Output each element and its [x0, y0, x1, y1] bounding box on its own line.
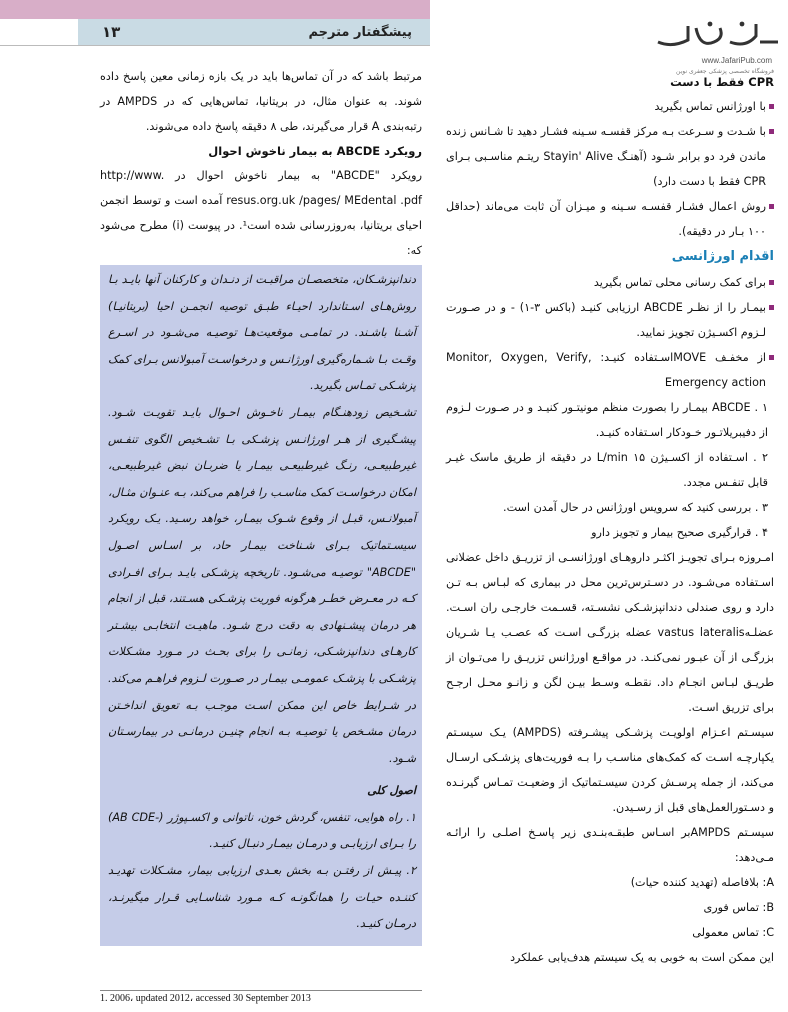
list-item: برای کمک رسانی محلی تماس بگیرید — [446, 270, 774, 295]
publisher-logo — [650, 18, 780, 76]
quote-paragraph: تشـخیص زودهنـگام بیمـار ناخـوش احـوال بایـد تقویـت شـود. پیشـگیری از هـر اورژانـس پزشـکی بـا تشـخیص الگوی تنفـس غیرطبیعـی، رنـگ غیرطبیعـی بیمـار یا ضربـان نبض غیرطبیعـی، امکان درخواسـت کمک مناسـب را فراهم می‌کند، بـه عنـوان مثـال، آمبولانـس، قبـل از وقوع شـوک بیمـار، خواهد رسـید. یـک رویکرد سیسـتماتیک بـرای شـناخت بیمـار حاد، بر اسـاس اصـول "ABCDE" توصیـه می‌شـود. تاریخچه پزشـکی بایـد بـرای افـرادی کـه در معـرض خطـر هرگونه فوریت پزشـکی هسـتند، قبل از انجام هر درمان پیشـنهادی به دقت درج شـود. ماهیـت انتخابـی بیشـتر کارهـای دندانپزشـکی، زمانـی را برای بحـث در مـورد مشـکلات پزشـکی با پزشـک عمومـی بیمـار در صـورت لـزوم فراهـم می‌کند. در شـرایط خاص این ممکن اسـت موجـب بـه تعویق انداخـتن درمان مشـخص یا توصیـه بـه انجام چنیـن درمانـی در بیمارسـتان شـود. — [108, 405, 416, 765]
level-item: C: تماس معمولی — [692, 926, 774, 939]
page-number: ۱۳ — [102, 23, 121, 41]
header-rule — [0, 45, 430, 46]
numbered-item: ۲ . اسـتفاده از اکسـیژن ۱۵ L/min در دقیقه از طریق ماسک غیـر قابل تنفـس مجدد. — [446, 451, 768, 489]
paragraph-ampds-levels: سیسـتم AMPDSبر اسـاس طبقـه‌بنـدی زیر پاسـخ اصلـی را ارائـه مـی‌دهد: — [446, 826, 775, 864]
logo-site: www.JafariPub.com — [701, 56, 772, 65]
footnote: 1. 2006، updated 2012، accessed 30 September 2013 — [100, 993, 311, 1004]
level-item: B: تماس فوری — [703, 901, 774, 914]
principles-heading: اصول کلی — [367, 784, 416, 798]
paragraph-injection: امـروزه بـرای تجویـز اکثـر داروهـای اورژانسـی از تزریـق داخل عضلانی اسـتفاده می‌شـود. در دسـترس‌ترین محل در بیماری که لبـاس بـه تـن دارد و روی صندلی دندانپزشـکی نشسـته، قسـمت خارجـی ران اسـت. عضلـهvastus lateralis عضله بزرگـی اسـت که عصـب یـا شـریان بزرگـی از آن عبـور نمی‌کنـد. در مواقـع اورژانس تزریـق را می‌تـوان از طریـق لبـاس انجـام داد. نقطـه وسـط بیـن لگن و زانـو محـل ارجـح برای تزریق اسـت. — [446, 551, 774, 714]
running-header — [78, 19, 430, 45]
principle-item: ۲. پیـش از رفتـن بـه بخش بعـدی ارزیابی بیمار، مشـکلات تهدیـد کننـده حیـات را همانگونـه کـه مـورد شناسـایی قـرار میگیرنـد، درمـان کنیـد. — [108, 864, 416, 931]
list-item: بیمـار را از نظـر ABCDE ارزیابی کنیـد (باکس ۳-۱) - و در صـورت لـزوم اکسـیژن تجویز نمایید. — [446, 295, 774, 345]
quote-paragraph: دندانپزشـکان، متخصصـان مراقبـت از دنـدان و کارکنان آنها بایـد بـا روش‌هـای اسـتاندارد احیـاء طبـق توصیه انجمـن احیا (بریتانیـا) آشـنا باشـند. در تمامـی موقعیت‌هـا توصیـه می‌شـود در اسـرع وقـت بـا شـماره‌گیری اورژانـس و درخواسـت آمبولانس بـرای کمک پزشـکی تمـاس بگیرید. — [108, 273, 416, 393]
quote-box — [100, 265, 422, 946]
numbered-item: ۱ . ABCDE بیمـار را بصورت منظم مونیتـور کنیـد و در صـورت لـزوم از دفیبریلاتـور خـودکار اسـتفاده کنیـد. — [446, 401, 768, 439]
level-item: A: بلافاصله (تهدید کننده حیات) — [630, 876, 774, 889]
principle-item: ۱. راه هوایی، تنفس، گردش خون، ناتوانی و اکسـپوژر (-AB CDE) را بـرای ارزیابـی و درمـان بیمـار دنبـال کنیـد. — [108, 810, 416, 851]
right-column — [446, 70, 774, 970]
numbered-item: ۴ . قرارگیری صحیح بیمار و تجویز دارو — [591, 526, 768, 539]
emergency-heading: اقدام اورژانسی — [671, 249, 774, 264]
jafari-logo-mark — [652, 18, 780, 54]
paragraph-last: این ممکن است به خوبی به یک سیستم هدف‌یابی عملکرد — [510, 951, 774, 964]
running-title: پیشگفتار مترجم — [308, 24, 412, 40]
left-column — [100, 64, 422, 946]
paragraph-abcde: رویکرد "ABCDE" به بیمار ناخوش احوال در http://www. resus.org.uk /pages/ MEdental .pdf آمده است و توسط انجمن احیای بریتانیا، به‌روزرسانی شده است¹. در پیوست (i) مطرح می‌شود که: — [100, 169, 422, 257]
list-item: با شـدت و سـرعت بـه مرکز قفسـه سـینه فشـار دهید تا شـانس زنده ماندن فرد دو برابر شـود (آهنـگ Stayin' Alive ریتـم مناسـبی بـرای CPR فقط با دست دارد) — [446, 119, 774, 194]
numbered-item: ۳ . بررسی کنید که سرویس اورژانس در حال آمدن است. — [503, 501, 768, 514]
footnote-rule — [100, 990, 422, 991]
header-band — [0, 0, 430, 19]
abcde-heading: رویکرد ABCDE به بیمار ناخوش احوال — [208, 144, 422, 158]
cpr-heading: CPR فقط با دست — [670, 75, 774, 89]
list-item: با اورژانس تماس بگیرید — [446, 94, 774, 119]
paragraph-top: مرتبط باشد که در آن تماس‌ها باید در یک بازه زمانی معین پاسخ داده شوند. به عنوان مثال، در بریتانیا، تماس‌هایی که در AMPDS در رتبه‌بندی A قرار می‌گیرند، طی ۸ دقیقه پاسخ داده می‌شوند. — [100, 70, 422, 133]
paragraph-ampds: سیسـتم اعـزام اولویـت پزشـکی پیشـرفته (AMPDS) یـک سیسـتم یکپارچـه اسـت که کمک‌های مناسـب را بـه فوریت‌های پزشـکی ارسـال می‌کند، از جمله پرسـش کردن سیسـتماتیک از وضعیـت تمـاس گیرنـده و دسـتورالعمل‌های قبل از رسـیدن. — [446, 726, 774, 814]
list-item: روش اعمال فشـار قفسـه سـینه و میـزان آن ثابت می‌ماند (حداقل ۱۰۰ بـار در دقیقه). — [446, 194, 774, 244]
list-item: از مخفـف MOVEاسـتفاده کنیـد: Monitor, Oxygen, Verify, Emergency action — [446, 345, 774, 395]
logo-tagline: فروشگاه تخصصی پزشکی جعفری نوین — [676, 68, 774, 75]
